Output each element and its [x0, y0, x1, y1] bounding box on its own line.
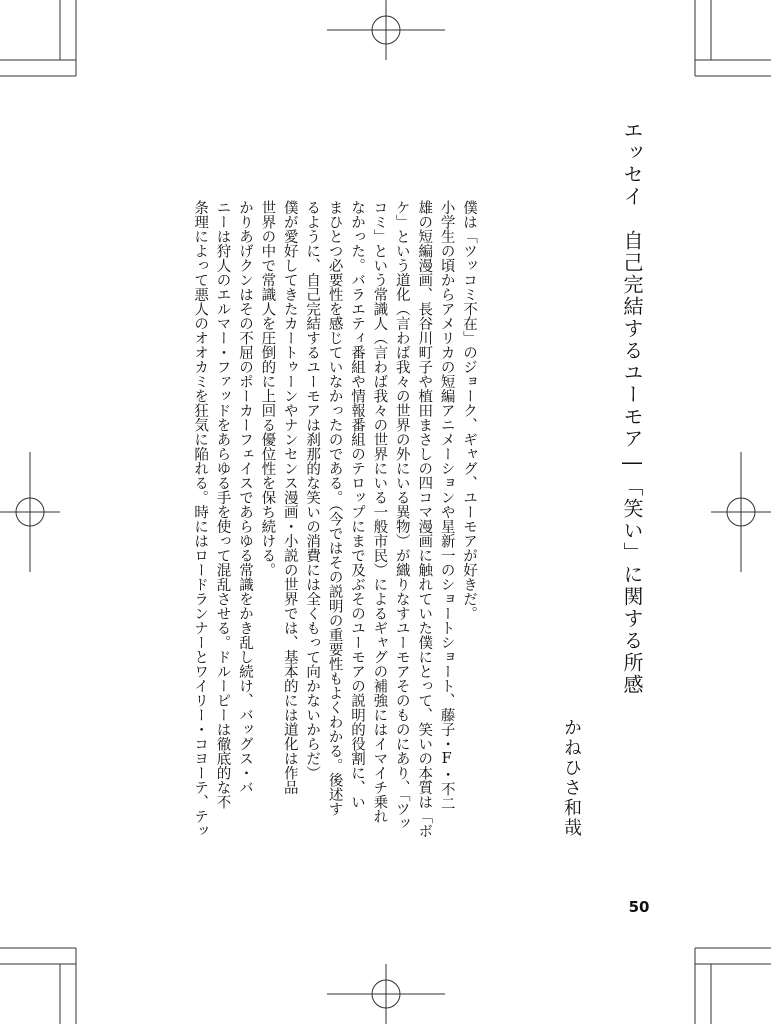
- body-line: 僕が愛好してきたカートゥーンやナンセンス漫画・小説の世界では、基本的には道化は作品: [281, 200, 298, 795]
- crop-mark-top-right: [695, 0, 771, 76]
- body-line: 雄の短編漫画、長谷川町子や植田まさしの四コマ漫画に触れていた僕にとって、笑いの本質は「ボ: [416, 200, 433, 838]
- register-mark-top: [327, 0, 445, 60]
- body-line: ケ」という道化（言わば我々の世界の外にいる異物）が織りなすユーモアそのものにあり、「ツッ: [393, 200, 410, 831]
- essay-title: エッセイ 自己完結するユーモア―「笑い」に関する所感: [620, 120, 644, 696]
- body-line: 僕は「ツッコミ不在」のジョーク、ギャグ、ユーモアが好きだ。: [461, 200, 477, 621]
- body-line: かりあげクンはその不屈のポーカーフェイスであらゆる常識をかき乱し続け、バッグス・バ: [236, 200, 253, 795]
- register-mark-right: [711, 452, 771, 572]
- crop-mark-bottom-left: [0, 948, 76, 1024]
- body-line: なかった。バラエティ番組や情報番組のテロップにまで及ぶそのユーモアの説明的役割に、い: [348, 200, 365, 809]
- body-line: コミ」という常識人（言わば我々の世界にいる一般市民）によるギャグの補強にはイマイチ乗れ: [371, 200, 388, 824]
- essay-body: [168, 200, 480, 890]
- body-line: まひとつ必要性を感じていなかったのである。（今ではその説明の重要性もよくわかる。後述す: [326, 200, 343, 817]
- body-line: ニーは狩人のエルマー・ファッドをあらゆる手を使って混乱させる。ドルーピーは徹底的な不: [214, 200, 231, 809]
- author-name: かねひさ和哉: [561, 718, 582, 838]
- body-line: るように、自己完結するユーモアは刹那的な笑いの消費には全くもって向かないからだ）: [304, 200, 321, 780]
- body-line: 世界の中で常識人を圧倒的に上回る優位性を保ち続ける。: [259, 200, 276, 577]
- body-line: 条理によって悪人のオオカミを狂気に陥れる。時にはロードランナーとワイリー・コヨーテ、テッ: [192, 200, 209, 838]
- page-number: 50: [628, 898, 650, 916]
- crop-mark-bottom-right: [695, 948, 771, 1024]
- register-mark-bottom: [327, 964, 445, 1024]
- body-line: 小学生の頃からアメリカの短編アニメーションや星新一のショートショート、藤子・F・不二: [438, 200, 455, 811]
- register-mark-left: [0, 452, 60, 572]
- crop-mark-top-left: [0, 0, 76, 76]
